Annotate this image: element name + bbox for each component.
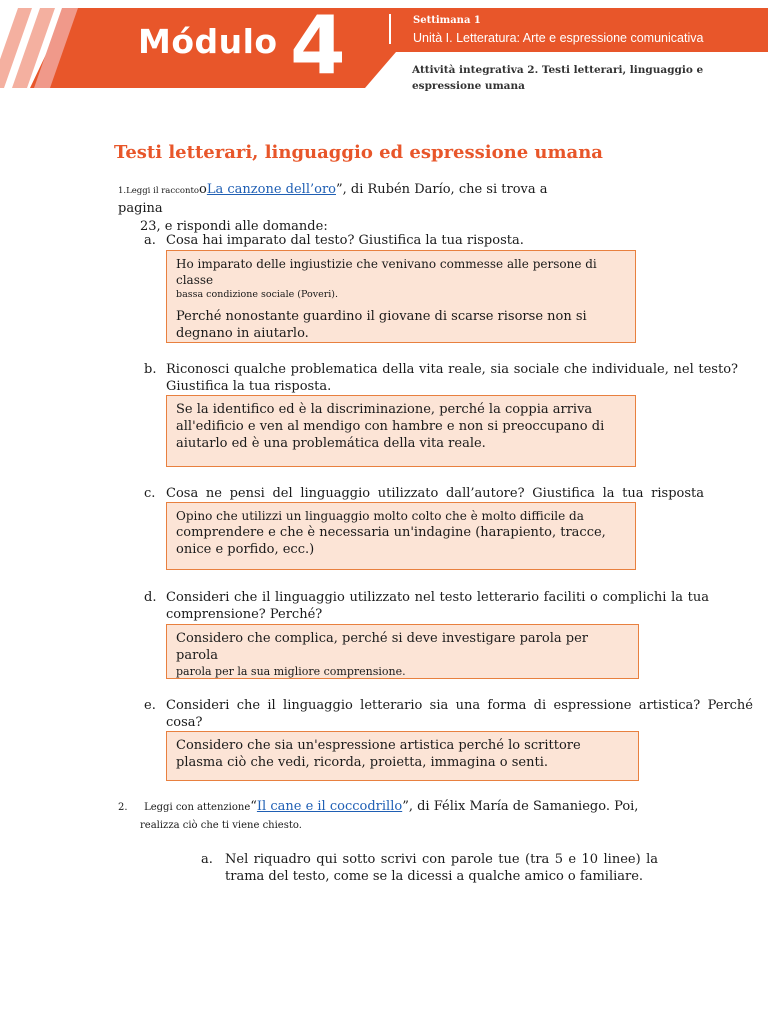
question-1-text: ”, di Rubén Darío, che si trova a pagina (118, 182, 548, 216)
question-2-lead: Leggi con attenzione (144, 802, 251, 813)
question-1-lead: Leggi il racconto (126, 186, 200, 196)
answer-line: bassa condizione sociale (Poveri). (176, 289, 339, 300)
question-text: Consideri che il linguaggio letterario sia una forma di espressione artistica? Perché cosa? (166, 698, 753, 730)
week-label: Settimana 1 (413, 15, 481, 26)
header-divider (389, 14, 391, 44)
question-1a (144, 232, 541, 249)
question-1-line2: 23, e rispondi alle domande: (140, 219, 328, 234)
answer-line: Considero che sia un'espressione artistica perché lo scrittore plasma ciò che vedi, ricorda, proietta, immagina o senti. (176, 738, 581, 770)
page-title: Testi letterari, linguaggio ed espressione umana (114, 142, 603, 163)
item-label: c. (144, 486, 156, 501)
answer-line: Considero che complica, perché si deve investigare parola per parola (176, 631, 588, 663)
story-link[interactable]: La canzone dell’oro (206, 182, 336, 197)
module-label: Módulo (138, 22, 278, 61)
question-2a (201, 851, 658, 885)
question-text: Nel riquadro qui sotto scrivi con parole tue (tra 5 e 10 linee) la trama del testo, come se la dicessi a qualche amico o familiare. (225, 852, 658, 884)
question-text: Cosa ne pensi del linguaggio utilizzato dall’autore? Giustifica la tua risposta (166, 486, 704, 501)
answer-line: Perché nonostante guardino il giovane di scarse risorse non si degnano in aiutarlo. (176, 309, 587, 341)
item-label: a. (201, 852, 213, 867)
answer-box-1c[interactable] (166, 502, 636, 570)
question-1c (144, 485, 704, 502)
question-2 (118, 798, 678, 835)
answer-box-1b[interactable] (166, 395, 636, 467)
item-label: b. (144, 362, 157, 377)
question-text: Riconosci qualche problematica della vita reale, sia sociale che individuale, nel testo? Giustifica la tua risposta. (166, 362, 738, 394)
answer-line: comprendere e che è necessaria un'indagine (harapiento, tracce, onice e porfido, ecc.) (176, 525, 606, 557)
question-text: Cosa hai imparato dal testo? Giustifica la tua risposta. (166, 233, 524, 248)
question-text: Consideri che il linguaggio utilizzato nel testo letterario faciliti o complichi la tua comprensione? Perché? (166, 590, 709, 622)
module-number: 4 (290, 0, 346, 92)
quote-open: “ (250, 799, 257, 814)
fable-link[interactable]: Il cane e il coccodrillo (256, 799, 403, 814)
question-1b (144, 361, 738, 395)
item-label: a. (144, 233, 156, 248)
question-1-number: 1. (118, 186, 127, 196)
answer-box-1e[interactable] (166, 731, 639, 781)
answer-box-1d[interactable] (166, 624, 639, 679)
question-1e (144, 697, 753, 731)
question-2-line2: realizza ciò che ti viene chiesto. (140, 820, 302, 831)
answer-line: parola per la sua migliore comprensione. (176, 665, 406, 678)
answer-line: Se la identifico ed è la discriminazione, perché la coppia arriva all'edificio e ven al mendigo con hambre e non si preoccupano di aiutarlo ed è una problemática della vita reale. (176, 402, 605, 451)
question-2-number: 2. (118, 802, 128, 813)
item-label: d. (144, 590, 157, 605)
question-2-text: ”, di Félix María de Samaniego. Poi, (402, 799, 639, 814)
item-label: e. (144, 698, 156, 713)
quote-open: o (199, 182, 207, 197)
activity-label: Attività integrativa 2. Testi letterari, linguaggio e espressione umana (412, 64, 704, 92)
question-1d (144, 589, 709, 623)
answer-box-1a[interactable] (166, 250, 636, 343)
unit-label: Unità I. Letteratura: Arte e espressione comunicativa (413, 31, 704, 45)
answer-line: Opino che utilizzi un linguaggio molto colto che è molto difficile da (176, 509, 584, 523)
answer-line: Ho imparato delle ingiustizie che venivano commesse alle persone di classe (176, 257, 597, 287)
question-1 (118, 181, 588, 236)
